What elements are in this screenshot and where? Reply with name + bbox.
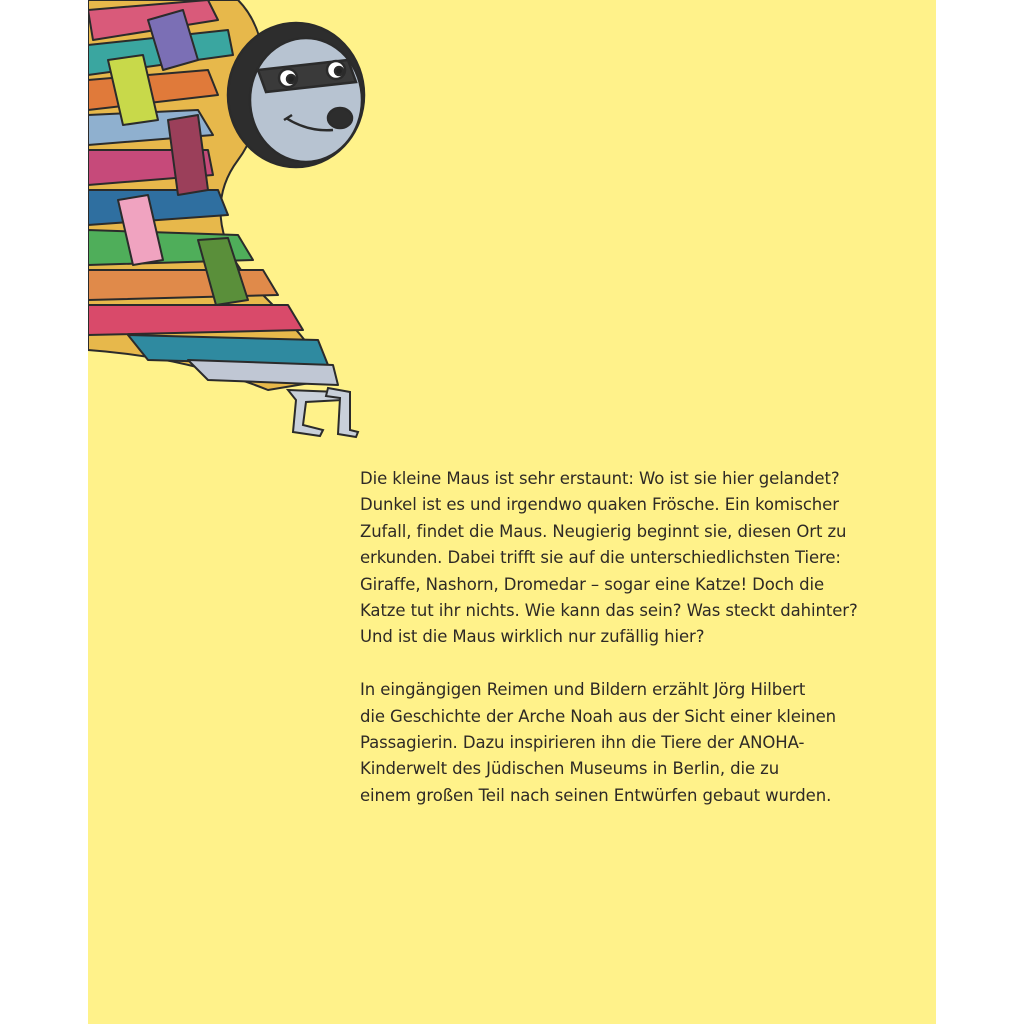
text-line: Katze tut ihr nichts. Wie kann das sein? Was steckt dahinter? (360, 601, 858, 621)
sloth-illustration (88, 0, 388, 440)
text-line: Giraffe, Nashorn, Dromedar – sogar eine Katze! Doch die (360, 574, 825, 594)
text-line: Kinderwelt des Jüdischen Museums in Berlin, die zu (360, 759, 780, 779)
blurb-paragraph (360, 466, 900, 651)
sloth-head (228, 23, 364, 167)
text-line: Zufall, findet die Maus. Neugierig beginnt sie, diesen Ort zu (360, 521, 847, 541)
sloth-claws (288, 388, 358, 437)
text-line: Und ist die Maus wirklich nur zufällig hier? (360, 627, 705, 647)
text-line: Die kleine Maus ist sehr erstaunt: Wo ist sie hier gelandet? (360, 469, 840, 488)
text-line: erkunden. Dabei trifft sie auf die unterschiedlichsten Tiere: (360, 548, 841, 568)
text-line: Dunkel ist es und irgendwo quaken Frösche. Ein komischer (360, 495, 839, 515)
back-cover-page (88, 0, 936, 1024)
text-line: die Geschichte der Arche Noah aus der Sicht einer kleinen (360, 706, 837, 726)
text-line: In eingängigen Reimen und Bildern erzählt Jörg Hilbert (360, 680, 806, 700)
text-line: einem großen Teil nach seinen Entwürfen gebaut wurden. (360, 785, 832, 805)
blurb-text (360, 466, 900, 836)
blurb-paragraph (360, 677, 900, 809)
text-line: Passagierin. Dazu inspirieren ihn die Tiere der ANOHA- (360, 733, 805, 753)
